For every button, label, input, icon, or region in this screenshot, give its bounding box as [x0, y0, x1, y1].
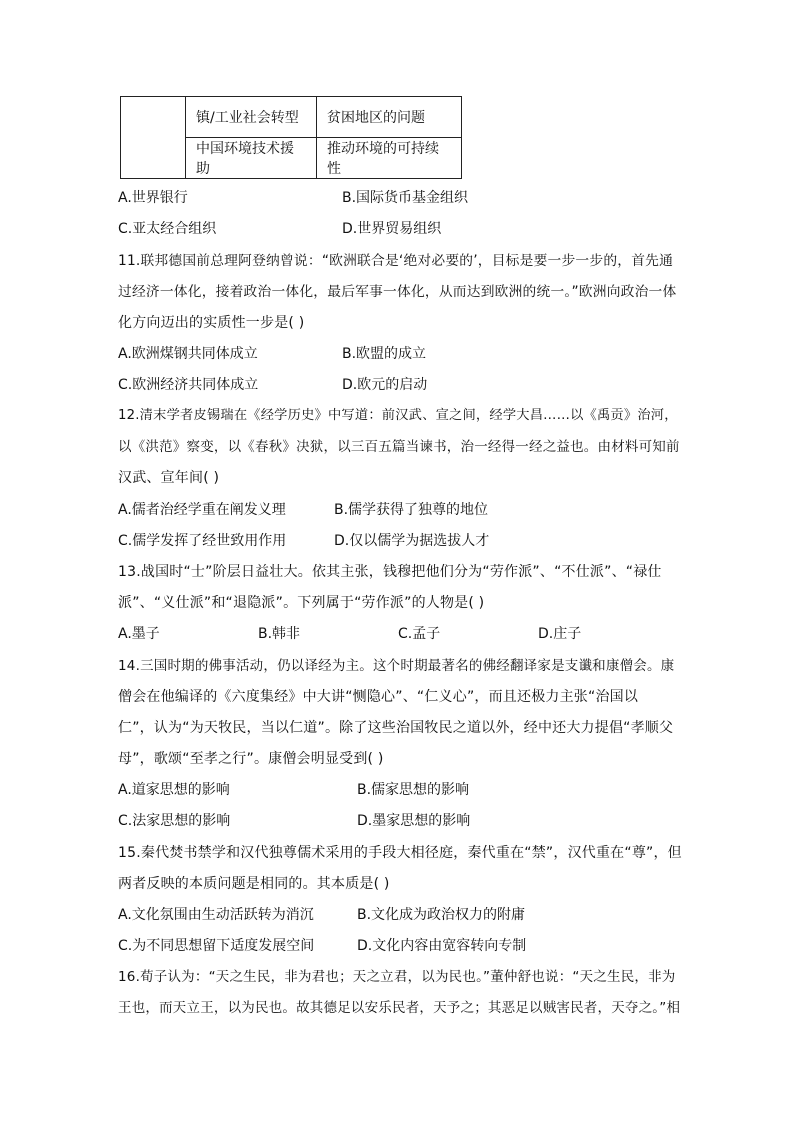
table-row — [121, 97, 462, 138]
question-table-fragment — [120, 96, 462, 179]
question-14-line: 仁”，认为“为天牧民，当以仁道”。除了这些治国牧民之道以外，经中还大力提倡“孝顺父 — [118, 720, 674, 736]
option-c: C.欧洲经济共同体成立 — [118, 377, 259, 393]
option-b: B.儒学获得了独尊的地位 — [334, 502, 489, 518]
option-a: A.道家思想的影响 — [118, 782, 230, 798]
option-c: C.法家思想的影响 — [118, 813, 231, 829]
question-14-line: 僧会在他编译的《六度集经》中大讲“恻隐心”、“仁义心”，而且还极力主张“治国以 — [118, 689, 639, 705]
option-d: D.墨家思想的影响 — [357, 813, 471, 829]
option-b: B.韩非 — [258, 626, 301, 642]
question-15-line: 两者反映的本质问题是相同的。其本质是( ) — [118, 876, 390, 892]
table-cell: 贫困地区的问题 — [317, 97, 462, 138]
question-14-line: 14.三国时期的佛事活动，仍以译经为主。这个时期最著名的佛经翻译家是支谶和康僧会。康 — [118, 658, 675, 674]
option-b: B.儒家思想的影响 — [357, 782, 470, 798]
table-cell: 推动环境的可持续性 — [317, 138, 462, 179]
option-c: C.儒学发挥了经世致用作用 — [118, 533, 287, 549]
question-12-line: 汉武、宣年间( ) — [118, 470, 220, 486]
option-a: A.墨子 — [118, 626, 160, 642]
option-a: A.文化氛围由生动活跃转为消沉 — [118, 907, 314, 923]
option-b: B.欧盟的成立 — [342, 346, 427, 362]
question-16-line: 王也，而天立王，以为民也。故其德足以安乐民者，天予之；其恶足以贼害民者，天夺之。”相 — [118, 1000, 681, 1016]
option-d: D.庄子 — [538, 626, 582, 642]
option-d: D.文化内容由宽容转向专制 — [357, 938, 527, 954]
option-c: C.孟子 — [398, 626, 441, 642]
question-13-line: 13.战国时“士”阶层日益壮大。依其主张，钱穆把他们分为“劳作派”、“不仕派”、“禄仕 — [118, 564, 662, 580]
question-13-line: 派”、“义仕派”和“退隐派”。下列属于“劳作派”的人物是( ) — [118, 595, 485, 611]
option-b: B.文化成为政治权力的附庸 — [357, 907, 526, 923]
question-11-line: 11.联邦德国前总理阿登纳曾说：“欧洲联合是‘绝对必要的’，目标是要一步一步的，首先通 — [118, 253, 674, 269]
option-c: C.为不同思想留下适度发展空间 — [118, 938, 315, 954]
question-15-line: 15.秦代焚书禁学和汉代独尊儒术采用的手段大相径庭，秦代重在“禁”，汉代重在“尊”，但 — [118, 845, 682, 861]
question-11-line: 过经济一体化，接着政治一体化，最后军事一体化，从而达到欧洲的统一。”欧洲向政治一体 — [118, 284, 677, 300]
option-d: D.世界贸易组织 — [342, 221, 442, 237]
question-11-line: 化方向迈出的实质性一步是( ) — [118, 315, 305, 331]
option-d: D.仅以儒学为据选拔人才 — [334, 533, 490, 549]
option-a: A.世界银行 — [118, 190, 188, 206]
table-cell: 中国环境技术援助 — [186, 138, 317, 179]
option-a: A.儒者治经学重在阐发义理 — [118, 502, 286, 518]
question-14-line: 母”，歌颂“至孝之行”。康僧会明显受到( ) — [118, 751, 384, 767]
option-b: B.国际货币基金组织 — [342, 190, 469, 206]
option-d: D.欧元的启动 — [342, 377, 428, 393]
table-cell: 镇/工业社会转型 — [186, 97, 317, 138]
question-16-line: 16.荀子认为：“天之生民，非为君也；天之立君，以为民也。”董仲舒也说：“天之生民，非为 — [118, 969, 676, 985]
option-c: C.亚太经合组织 — [118, 221, 217, 237]
question-12-line: 12.清末学者皮锡瑞在《经学历史》中写道：前汉武、宣之间，经学大昌……以《禹贡》治河， — [118, 408, 678, 423]
question-12-line: 以《洪范》察变，以《春秋》决狱，以三百五篇当谏书，治一经得一经之益也。由材料可知前 — [118, 439, 680, 455]
table-merged-cell — [121, 97, 186, 179]
option-a: A.欧洲煤钢共同体成立 — [118, 346, 258, 362]
